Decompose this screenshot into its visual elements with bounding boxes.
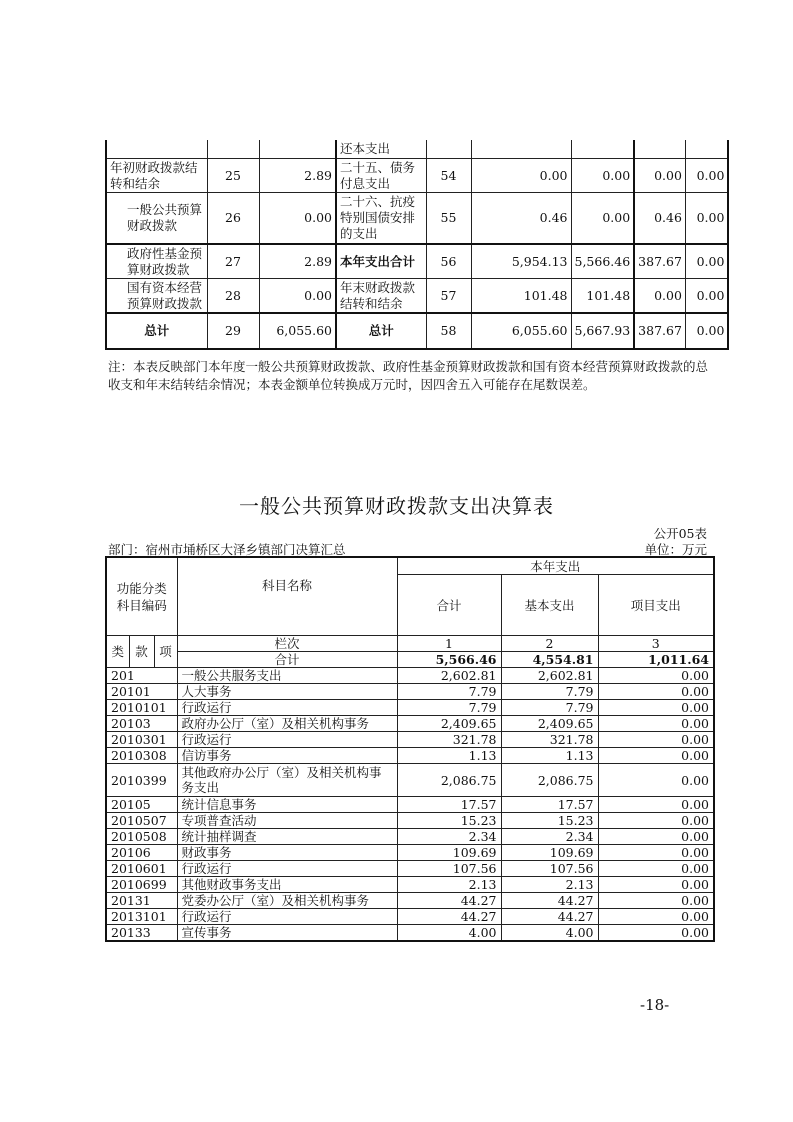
sum-basic: 4,554.81 [501,652,598,668]
row-amount: 2.89 [259,244,336,279]
amount-total: 44.27 [397,909,501,925]
amount-basic: 2.34 [501,829,598,845]
item-basic: 5,667.93 [571,313,634,349]
subject-name: 政府办公厅（室）及相关机构事务 [177,716,397,732]
row-number: 29 [207,313,259,349]
subject-code: 2010101 [106,700,177,716]
amount-project: 0.00 [598,668,714,684]
amount-total: 321.78 [397,732,501,748]
row-number: 28 [207,279,259,314]
table-row [106,313,728,349]
amount-project: 0.00 [598,877,714,893]
subject-code: 2010508 [106,829,177,845]
item-number: 55 [426,193,471,245]
subject-code: 2010601 [106,861,177,877]
subject-name: 行政运行 [177,700,397,716]
department-label: 部门：宿州市埇桥区大泽乡镇部门决算汇总 [108,542,346,557]
subject-name: 统计抽样调查 [177,829,397,845]
column-order-row [106,636,714,652]
subject-name: 信访事务 [177,748,397,764]
header-kuan: 款 [129,636,154,668]
item-total: 0.00 [471,159,571,193]
header-xiang: 项 [154,636,177,668]
item-total: 6,055.60 [471,313,571,349]
row-label [106,140,207,159]
sum-label: 合计 [177,652,397,668]
amount-basic: 107.56 [501,861,598,877]
table-row [106,764,714,797]
table-row [106,797,714,813]
item-basic: 0.00 [571,159,634,193]
item-total [471,140,571,159]
subject-name: 人大事务 [177,684,397,700]
subject-name: 行政运行 [177,732,397,748]
amount-total: 15.23 [397,813,501,829]
amount-total: 17.57 [397,797,501,813]
item-project [634,140,685,159]
subject-name: 一般公共服务支出 [177,668,397,684]
item-other [685,140,728,159]
table-row [106,159,728,193]
general-budget-expense-table [105,556,715,942]
expense-item: 本年支出合计 [336,244,426,279]
subject-name: 统计信息事务 [177,797,397,813]
header-year-expense: 本年支出 [397,557,714,575]
amount-project: 0.00 [598,925,714,942]
table-row [106,845,714,861]
subject-name: 行政运行 [177,909,397,925]
amount-basic: 15.23 [501,813,598,829]
table-row [106,668,714,684]
amount-total: 2,602.81 [397,668,501,684]
amount-basic: 109.69 [501,845,598,861]
table-row [106,909,714,925]
subject-code: 20133 [106,925,177,942]
header-total: 合计 [397,575,501,636]
table-row [106,279,728,314]
amount-basic: 44.27 [501,893,598,909]
row-number [207,140,259,159]
amount-basic: 2,602.81 [501,668,598,684]
row-amount: 6,055.60 [259,313,336,349]
page-title: 一般公共预算财政拨款支出决算表 [239,494,554,518]
sum-total: 5,566.46 [397,652,501,668]
item-other: 0.00 [685,244,728,279]
subject-code: 2010399 [106,764,177,797]
table-row [106,748,714,764]
expense-item: 总计 [336,313,426,349]
item-number [426,140,471,159]
sum-row [106,652,714,668]
row-amount: 2.89 [259,159,336,193]
row-label: 国有资本经营预算财政拨款 [106,279,207,314]
item-number: 54 [426,159,471,193]
item-other: 0.00 [685,279,728,314]
amount-basic: 2,409.65 [501,716,598,732]
amount-project: 0.00 [598,764,714,797]
row-label: 年初财政拨款结转和结余 [106,159,207,193]
item-project: 0.46 [634,193,685,245]
subject-code: 2010699 [106,877,177,893]
subject-code: 2010301 [106,732,177,748]
header-code: 功能分类科目编码 [106,557,177,636]
table-row [106,700,714,716]
item-total: 101.48 [471,279,571,314]
table-row [106,193,728,245]
subject-name: 行政运行 [177,861,397,877]
row-amount [259,140,336,159]
amount-basic: 2.13 [501,877,598,893]
amount-project: 0.00 [598,716,714,732]
amount-total: 109.69 [397,845,501,861]
table-row [106,813,714,829]
unit-label: 单位：万元 [644,542,707,557]
amount-total: 44.27 [397,893,501,909]
form-number: 公开05表 [653,526,707,541]
amount-total: 1.13 [397,748,501,764]
table-row [106,925,714,942]
subject-code: 20106 [106,845,177,861]
item-basic [571,140,634,159]
header-project: 项目支出 [598,575,714,636]
table-row [106,861,714,877]
subject-code: 2010308 [106,748,177,764]
item-basic: 101.48 [571,279,634,314]
subject-code: 2010507 [106,813,177,829]
row-number: 26 [207,193,259,245]
table-row [106,716,714,732]
subject-name: 宣传事务 [177,925,397,942]
table-row [106,244,728,279]
amount-project: 0.00 [598,700,714,716]
amount-total: 2,409.65 [397,716,501,732]
item-basic: 0.00 [571,193,634,245]
table-row [106,684,714,700]
item-other: 0.00 [685,193,728,245]
amount-project: 0.00 [598,748,714,764]
sum-project: 1,011.64 [598,652,714,668]
item-number: 56 [426,244,471,279]
table-row [106,829,714,845]
row-number: 25 [207,159,259,193]
amount-project: 0.00 [598,684,714,700]
amount-basic: 321.78 [501,732,598,748]
subject-code: 2013101 [106,909,177,925]
amount-project: 0.00 [598,813,714,829]
expense-item: 还本支出 [336,140,426,159]
item-project: 387.67 [634,244,685,279]
item-number: 57 [426,279,471,314]
amount-project: 0.00 [598,732,714,748]
header-name: 科目名称 [177,557,397,636]
expense-item: 二十六、抗疫特别国债安排的支出 [336,193,426,245]
subject-code: 20131 [106,893,177,909]
table-row [106,140,728,159]
header-basic: 基本支出 [501,575,598,636]
subject-name: 其他财政事务支出 [177,877,397,893]
amount-total: 4.00 [397,925,501,942]
fiscal-summary-table-continued [105,140,729,350]
item-total: 0.46 [471,193,571,245]
subject-code: 201 [106,668,177,684]
expense-item: 年末财政拨款结转和结余 [336,279,426,314]
item-basic: 5,566.46 [571,244,634,279]
subject-name: 财政事务 [177,845,397,861]
amount-project: 0.00 [598,861,714,877]
amount-basic: 2,086.75 [501,764,598,797]
amount-basic: 7.79 [501,700,598,716]
item-total: 5,954.13 [471,244,571,279]
item-project: 0.00 [634,159,685,193]
header-row-1 [106,557,714,575]
subject-code: 20103 [106,716,177,732]
row-amount: 0.00 [259,193,336,245]
row-amount: 0.00 [259,279,336,314]
header-lei: 类 [106,636,129,668]
subject-code: 20105 [106,797,177,813]
expense-item: 二十五、债务付息支出 [336,159,426,193]
row-number: 27 [207,244,259,279]
item-project: 387.67 [634,313,685,349]
page-number: -18- [640,996,670,1014]
amount-basic: 7.79 [501,684,598,700]
table-row [106,877,714,893]
subject-name: 党委办公厅（室）及相关机构事务 [177,893,397,909]
amount-project: 0.00 [598,797,714,813]
amount-basic: 4.00 [501,925,598,942]
column-1: 1 [397,636,501,652]
amount-basic: 17.57 [501,797,598,813]
row-label: 总计 [106,313,207,349]
amount-project: 0.00 [598,829,714,845]
column-order-label: 栏次 [177,636,397,652]
item-other: 0.00 [685,313,728,349]
row-label: 一般公共预算财政拨款 [106,193,207,245]
table-note: 注：本表反映部门本年度一般公共预算财政拨款、政府性基金预算财政拨款和国有资本经营预算财政拨款的总收支和年末结转结余情况；本表金额单位转换成万元时，因四舍五入可能存在尾数误差。 [108,359,709,392]
amount-total: 7.79 [397,684,501,700]
table-row [106,732,714,748]
item-other: 0.00 [685,159,728,193]
column-3: 3 [598,636,714,652]
amount-basic: 1.13 [501,748,598,764]
amount-project: 0.00 [598,893,714,909]
subject-name: 专项普查活动 [177,813,397,829]
amount-total: 107.56 [397,861,501,877]
subject-code: 20101 [106,684,177,700]
table-row [106,893,714,909]
subject-name: 其他政府办公厅（室）及相关机构事务支出 [177,764,397,797]
item-project: 0.00 [634,279,685,314]
amount-basic: 44.27 [501,909,598,925]
amount-total: 2.34 [397,829,501,845]
item-number: 58 [426,313,471,349]
amount-project: 0.00 [598,909,714,925]
amount-total: 2.13 [397,877,501,893]
amount-project: 0.00 [598,845,714,861]
amount-total: 7.79 [397,700,501,716]
row-label: 政府性基金预算财政拨款 [106,244,207,279]
column-2: 2 [501,636,598,652]
amount-total: 2,086.75 [397,764,501,797]
